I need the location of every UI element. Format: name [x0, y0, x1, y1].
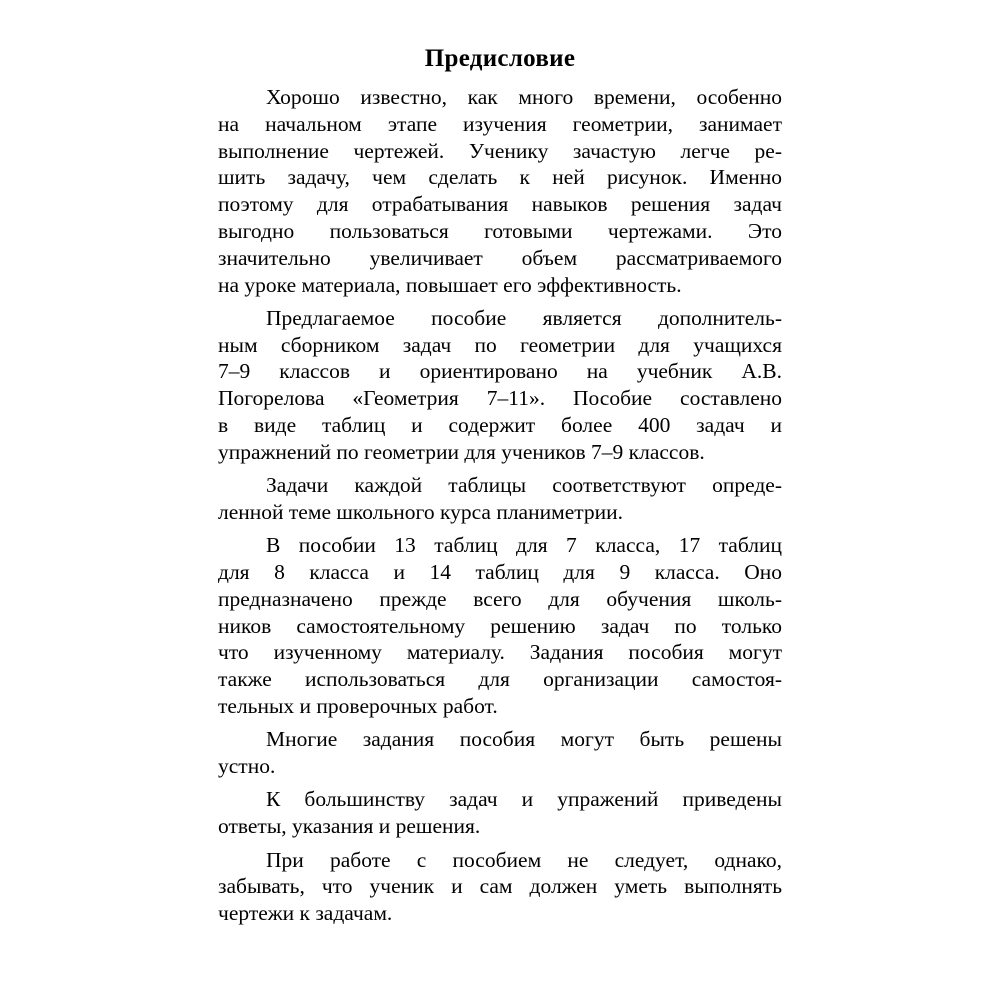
document-page — [218, 44, 782, 933]
text-line: для 8 класса и 14 таблиц для 9 класса. Оно — [218, 560, 782, 585]
text-line: в виде таблиц и содержит более 400 задач и — [218, 413, 782, 438]
text-line: шить задачу, чем сделать к ней рисунок. Именно — [218, 165, 782, 190]
text-line: чертежи к задачам. — [218, 901, 393, 926]
paragraph — [218, 786, 782, 840]
text-line: что изученному материалу. Задания пособия могут — [218, 640, 782, 665]
text-line: упражнений по геометрии для учеников 7–9 классов. — [218, 439, 705, 464]
text-line: также использоваться для организации самостоя- — [218, 667, 782, 692]
text-line: К большинству задач и упражений приведены — [266, 787, 782, 812]
text-line: ленной теме школьного курса планиметрии. — [218, 499, 624, 524]
text-line: предназначено прежде всего для обучения школь- — [218, 586, 782, 611]
text-line: ным сборником задач по геометрии для учащихся — [218, 332, 782, 357]
text-line: Многие задания пособия могут быть решены — [266, 727, 782, 752]
text-line: Задачи каждой таблицы соответствуют опреде- — [266, 473, 782, 498]
text-line: Хорошо известно, как много времени, особенно — [266, 85, 782, 109]
text-line: выгодно пользоваться готовыми чертежами. Это — [218, 218, 782, 243]
paragraph — [218, 84, 782, 298]
text-line: устно. — [218, 754, 276, 779]
text-line: Погорелова «Геометрия 7–11». Пособие составлено — [218, 386, 782, 411]
text-line: забывать, что ученик и сам должен уметь выполнять — [218, 874, 782, 899]
text-line: тельных и проверочных работ. — [218, 694, 498, 719]
text-line: выполнение чертежей. Ученику зачастую легче ре- — [218, 138, 782, 163]
text-line: поэтому для отрабатывания навыков решения задач — [218, 192, 782, 217]
paragraph — [218, 472, 782, 526]
text-line: на уроке материала, повышает его эффективность. — [218, 272, 682, 297]
paragraph — [218, 305, 782, 466]
text-line: 7–9 классов и ориентировано на учебник А.В. — [218, 359, 782, 384]
paragraph — [218, 726, 782, 780]
paragraph — [218, 532, 782, 720]
text-line: В пособии 13 таблиц для 7 класса, 17 таблиц — [266, 533, 782, 558]
paragraph — [218, 847, 782, 927]
text-line: ответы, указания и решения. — [218, 814, 481, 839]
text-line: на начальном этапе изучения геометрии, занимает — [218, 111, 782, 136]
page-title: Предисловие — [424, 45, 576, 72]
text-line: При работе с пособием не следует, однако, — [266, 847, 782, 872]
text-line: значительно увеличивает объем рассматриваемого — [218, 245, 782, 270]
text-line: ников самостоятельному решению задач по только — [218, 613, 782, 638]
text-line: Предлагаемое пособие является дополнитель- — [266, 305, 782, 330]
